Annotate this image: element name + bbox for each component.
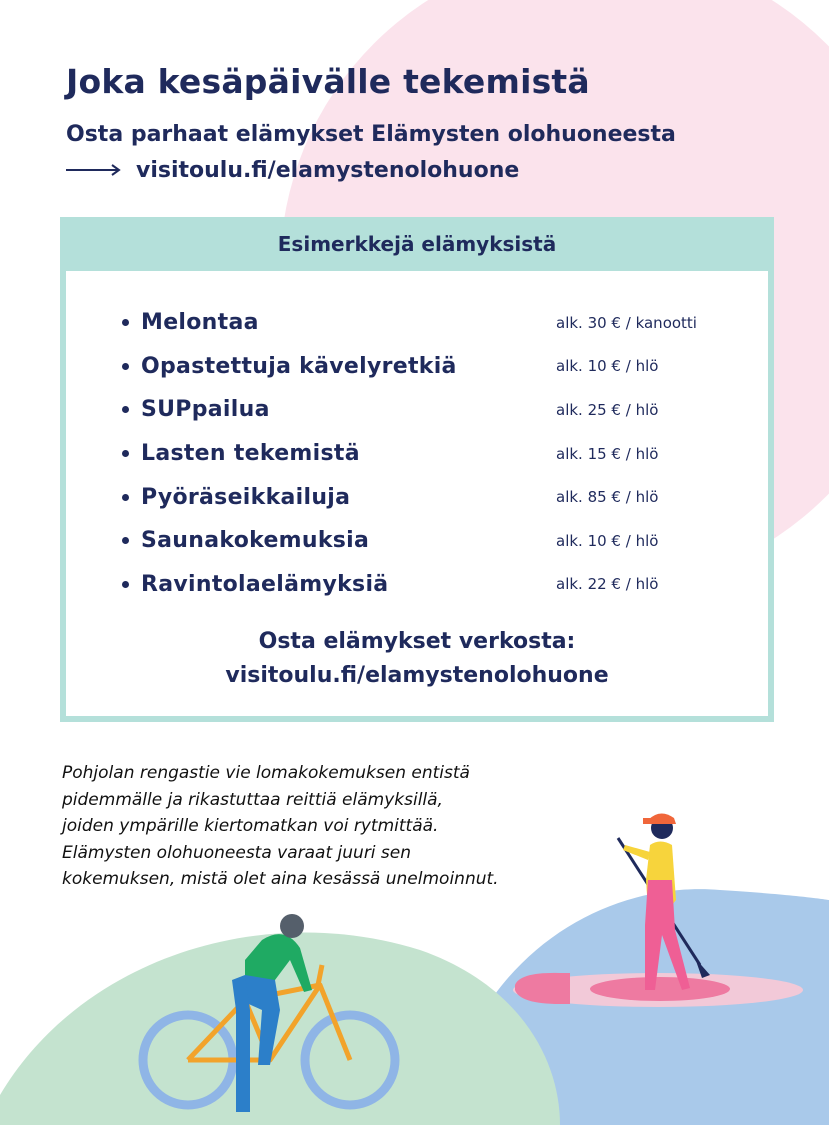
experience-price: alk. 15 € / hlö [556, 444, 659, 463]
experiences-box [60, 217, 774, 722]
cta-block [66, 625, 768, 693]
bullet-icon [122, 537, 129, 544]
experience-name: Melontaa [141, 310, 259, 336]
experience-price: alk. 22 € / hlö [556, 575, 659, 594]
cta-text: Osta elämykset verkosta: [258, 629, 576, 654]
list-item [122, 563, 742, 607]
list-item [122, 519, 742, 563]
subtitle: Osta parhaat elämykset Elämysten olohuoneesta [66, 122, 676, 147]
experience-name: Saunakokemuksia [141, 528, 370, 554]
list-item [122, 432, 742, 476]
bullet-icon [122, 319, 129, 326]
experience-price: alk. 10 € / hlö [556, 357, 659, 376]
website-link-row[interactable] [66, 156, 519, 184]
bullet-icon [122, 494, 129, 501]
experiences-title: Esimerkkejä elämyksistä [66, 217, 768, 271]
paragraph-line: Pohjolan rengastie vie lomakokemuksen entistä [62, 763, 470, 783]
experience-price: alk. 10 € / hlö [556, 531, 659, 550]
experience-name: Pyöräseikkailuja [141, 484, 351, 510]
experience-price: alk. 30 € / kanootti [556, 313, 697, 332]
description-paragraph [62, 760, 582, 893]
experience-price: alk. 85 € / hlö [556, 488, 659, 507]
list-item [122, 301, 742, 345]
paragraph-line: pidemmälle ja rikastuttaa reittiä elämyksillä, [62, 789, 443, 810]
list-item [122, 475, 742, 519]
experience-name: Ravintolaelämyksiä [141, 571, 389, 597]
experience-name: Lasten tekemistä [141, 441, 360, 467]
website-link[interactable]: visitoulu.fi/elamystenolohuone [136, 157, 520, 183]
green-hill [0, 933, 560, 1125]
cta-link[interactable]: visitoulu.fi/elamystenolohuone [225, 663, 609, 688]
bullet-icon [122, 581, 129, 588]
paragraph-line: kokemuksen, mistä olet aina kesässä unelmoinnut. [62, 869, 499, 889]
bullet-icon [122, 363, 129, 370]
bullet-icon [122, 406, 129, 413]
experience-name: SUPpailua [141, 397, 270, 423]
paragraph-line: joiden ympärille kiertomatkan voi rytmittää. [62, 816, 439, 836]
bullet-icon [122, 450, 129, 457]
experience-name: Opastettuja kävelyretkiä [141, 353, 457, 379]
arrow-right-icon [66, 162, 122, 178]
paragraph-line: Elämysten olohuoneesta varaat juuri sen [62, 842, 412, 863]
list-item [122, 388, 742, 432]
page-title: Joka kesäpäivälle tekemistä [66, 62, 590, 101]
list-item [122, 345, 742, 389]
experience-price: alk. 25 € / hlö [556, 400, 659, 419]
experience-list [122, 301, 742, 606]
